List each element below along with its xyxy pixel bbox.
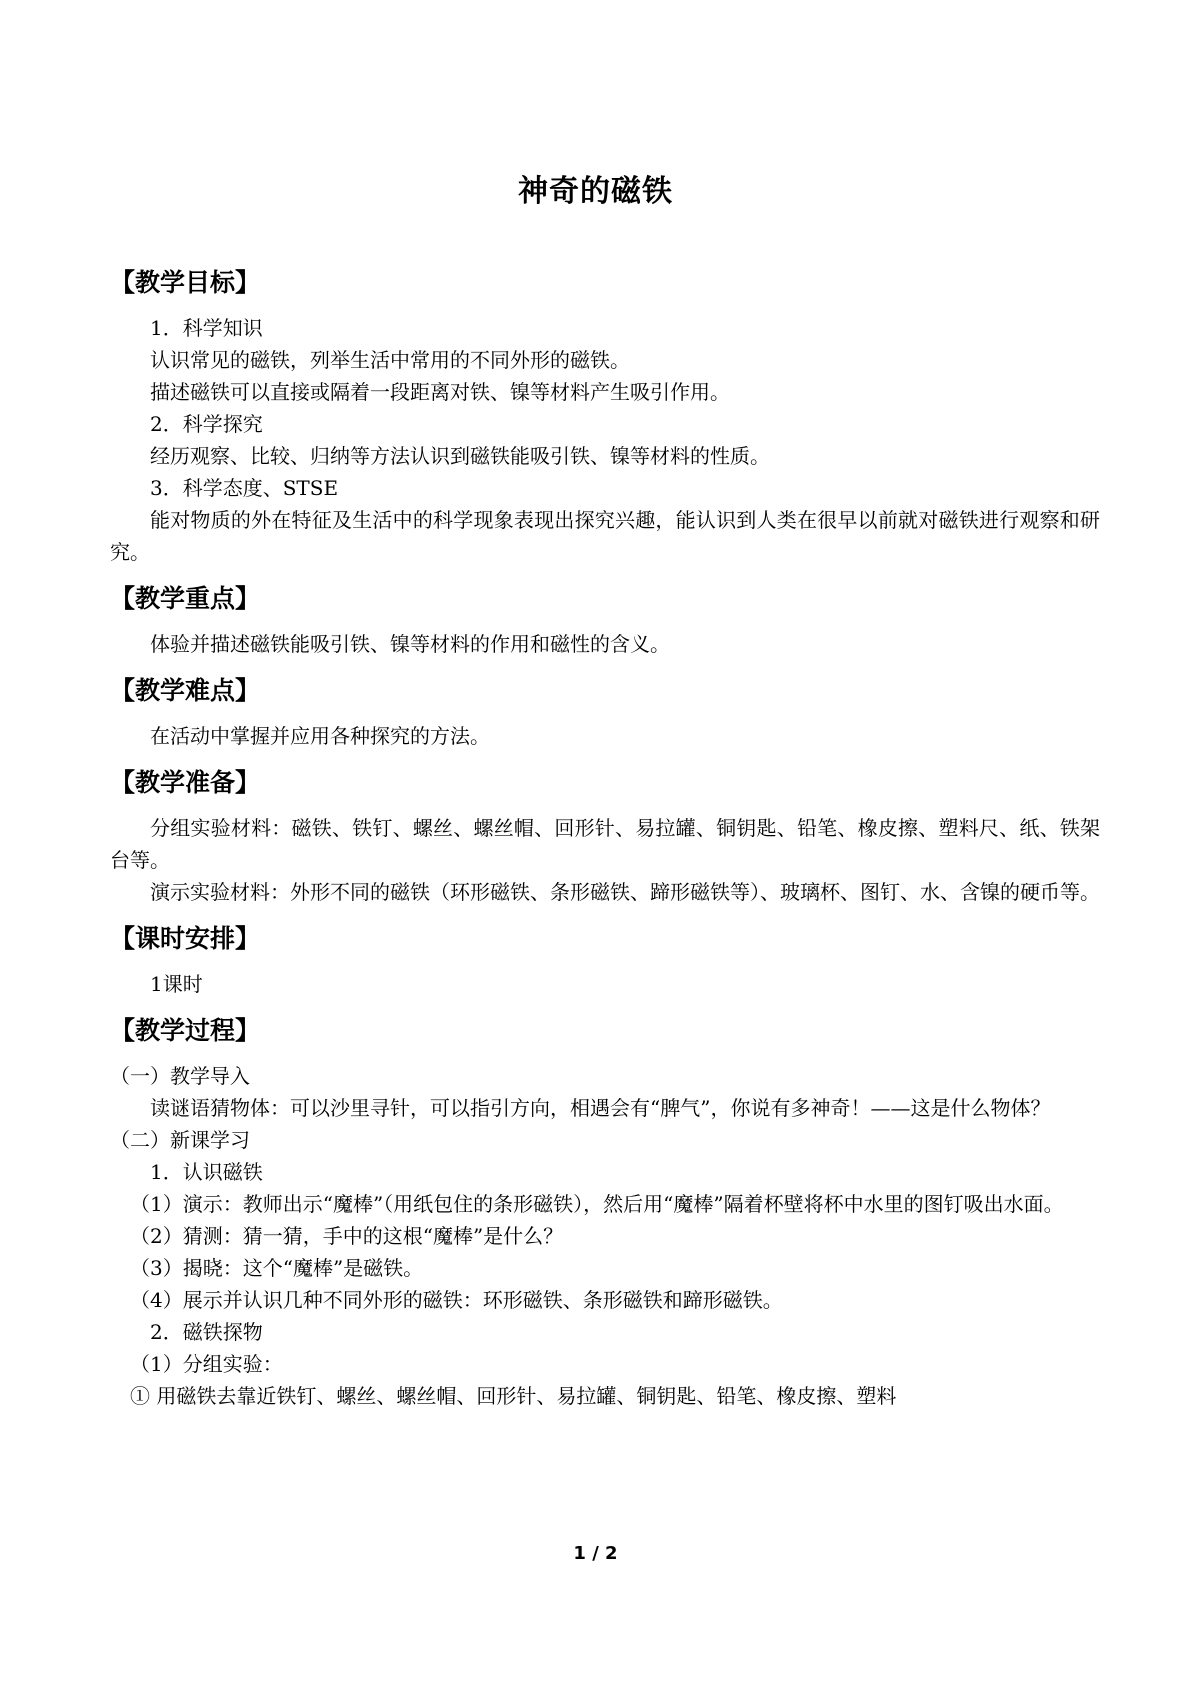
goals-line-5: 经历观察、比较、归纳等方法认识到磁铁能吸引铁、镍等材料的性质。 [150, 444, 770, 468]
preparation-line-1: 分组实验材料：磁铁、铁钉、螺丝、螺丝帽、回形针、易拉罐、铜钥匙、铅笔、橡皮擦、塑料尺、纸、铁架台等。 [110, 816, 1100, 872]
key-points-line-1: 体验并描述磁铁能吸引铁、镍等材料的作用和磁性的含义。 [150, 632, 670, 656]
process-line-4: 1．认识磁铁 [150, 1160, 263, 1184]
process-line-8: （4）展示并认识几种不同外形的磁铁：环形磁铁、条形磁铁和蹄形磁铁。 [130, 1288, 783, 1312]
process-line-10: （1）分组实验： [130, 1352, 283, 1376]
process-line-5: （1）演示：教师出示“魔棒”（用纸包住的条形磁铁），然后用“魔棒”隔着杯壁将杯中水里的图钉吸出水面。 [130, 1192, 1064, 1216]
page-number: 1 / 2 [573, 1543, 618, 1564]
page-title: 神奇的磁铁 [518, 174, 673, 209]
process-line-3: （二）新课学习 [110, 1128, 250, 1152]
goals-line-2: 认识常见的磁铁，列举生活中常用的不同外形的磁铁。 [150, 348, 630, 372]
section-heading-key-points: 【教学重点】 [110, 584, 261, 613]
goals-line-7: 能对物质的外在特征及生活中的科学现象表现出探究兴趣，能认识到人类在很早以前就对磁铁进行观察和研究。 [110, 508, 1100, 564]
process-line-2: 读谜语猜物体：可以沙里寻针，可以指引方向，相遇会有“脾气”，你说有多神奇！——这是什么物体？ [150, 1096, 1051, 1120]
document-body [110, 262, 1100, 1412]
section-heading-goals: 【教学目标】 [110, 268, 261, 297]
goals-line-4: 2．科学探究 [150, 412, 263, 436]
process-line-11: ① 用磁铁去靠近铁钉、螺丝、螺丝帽、回形针、易拉罐、铜钥匙、铅笔、橡皮擦、塑料 [130, 1384, 897, 1408]
section-heading-preparation: 【教学准备】 [110, 768, 261, 797]
process-line-1: （一）教学导入 [110, 1064, 250, 1088]
difficulties-line-1: 在活动中掌握并应用各种探究的方法。 [150, 724, 490, 748]
goals-line-3: 描述磁铁可以直接或隔着一段距离对铁、镍等材料产生吸引作用。 [150, 380, 730, 404]
schedule-line-1: 1课时 [150, 972, 203, 996]
process-line-9: 2．磁铁探物 [150, 1320, 263, 1344]
process-line-7: （3）揭晓：这个“魔棒”是磁铁。 [130, 1256, 424, 1280]
section-heading-difficulties: 【教学难点】 [110, 676, 261, 705]
goals-line-6: 3．科学态度、STSE [150, 476, 339, 500]
process-line-6: （2）猜测：猜一猜，手中的这根“魔棒”是什么？ [130, 1224, 564, 1248]
section-heading-schedule: 【课时安排】 [110, 924, 261, 953]
section-heading-process: 【教学过程】 [110, 1016, 261, 1045]
preparation-line-2: 演示实验材料：外形不同的磁铁（环形磁铁、条形磁铁、蹄形磁铁等）、玻璃杯、图钉、水、含镍的硬币等。 [150, 880, 1100, 904]
goals-line-1: 1．科学知识 [150, 316, 263, 340]
